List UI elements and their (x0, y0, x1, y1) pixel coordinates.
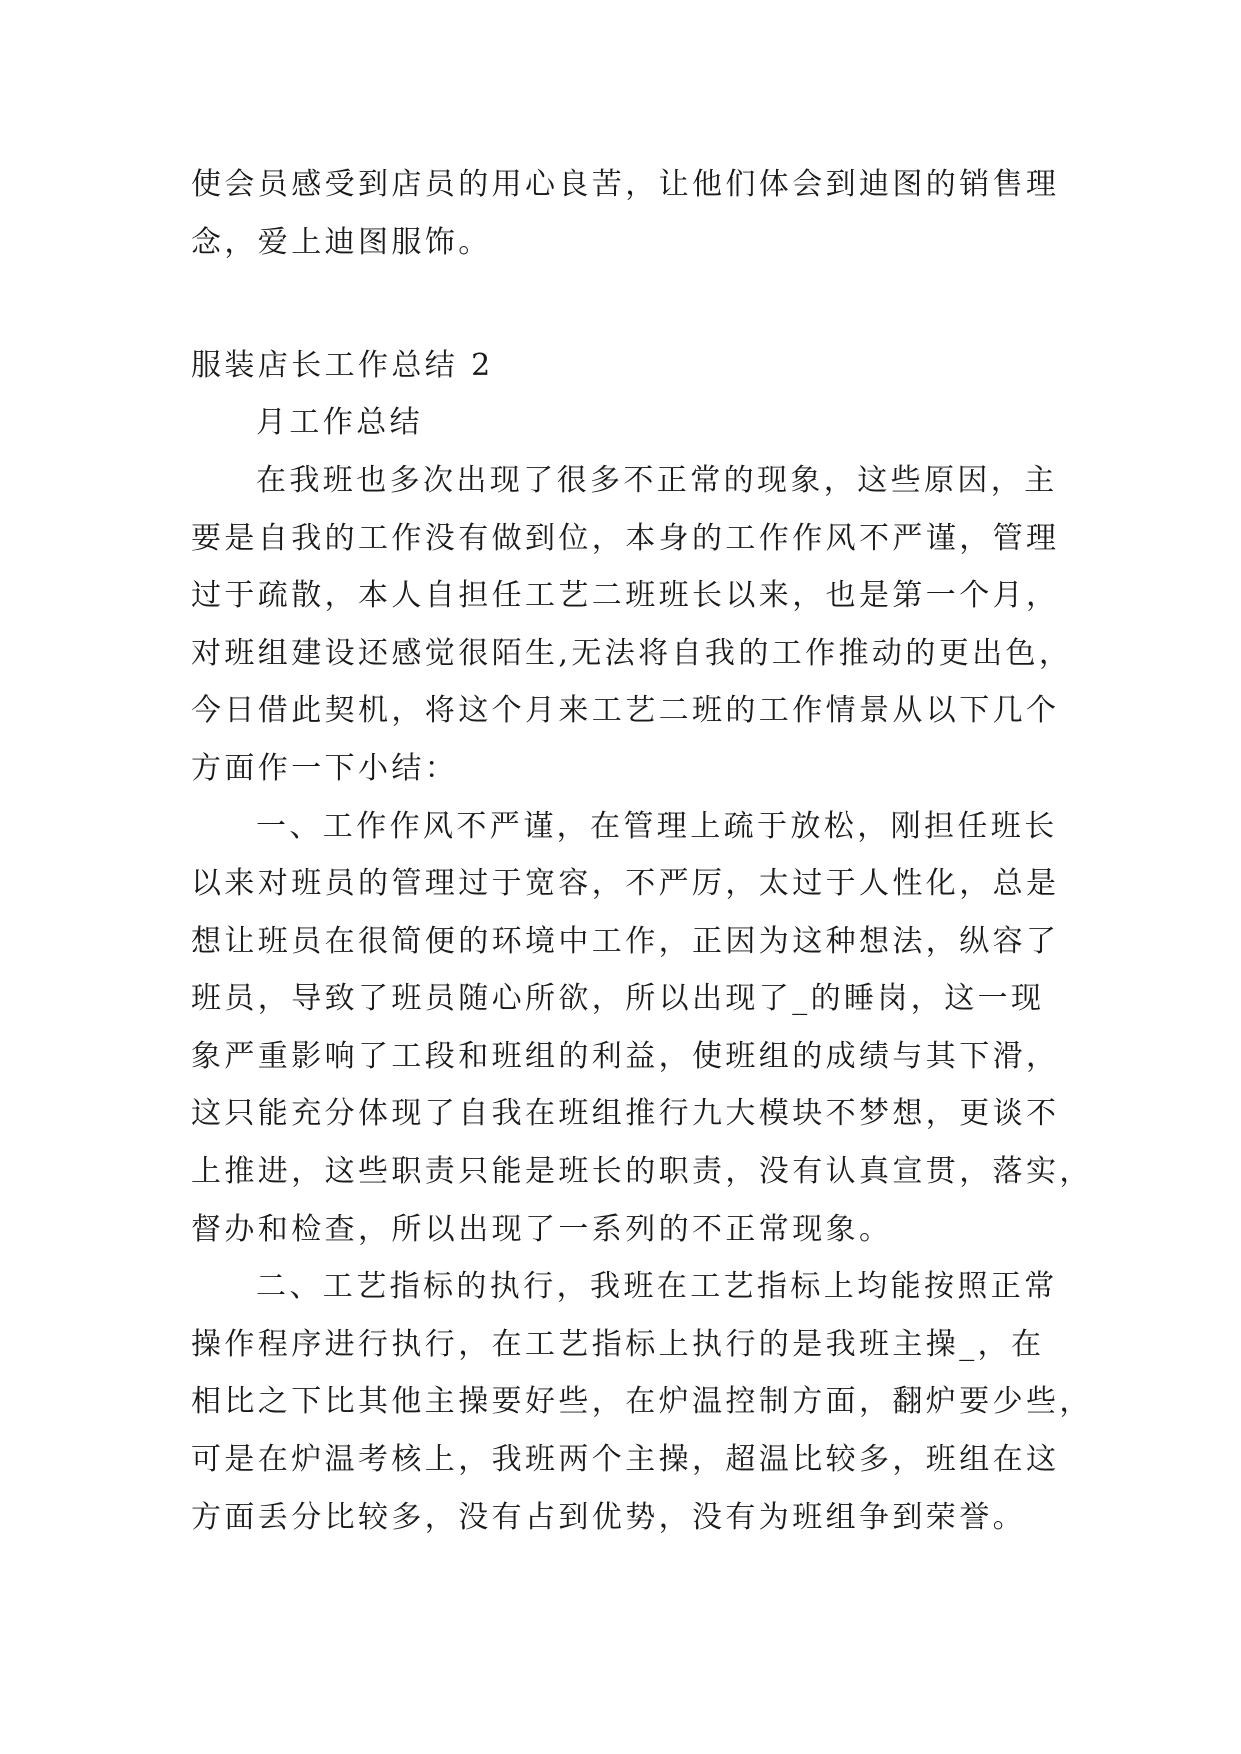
paragraph-line: 操作程序进行执行，在工艺指标上执行的是我班主操_，在 (191, 1327, 1045, 1362)
paragraph-line: 想让班员在很简便的环境中工作，正因为这种想法，纵容了 (191, 924, 1060, 959)
paragraph-line: 以来对班员的管理过于宽容，不严厉，太过于人性化，总是 (191, 866, 1060, 901)
paragraph-line: 过于疏散，本人自担任工艺二班班长以来，也是第一个月， (191, 578, 1060, 613)
paragraph-line: 这只能充分体现了自我在班组推行九大模块不梦想，更谈不 (191, 1096, 1060, 1131)
paragraph-line: 念，爱上迪图服饰。 (191, 225, 492, 260)
paragraph-line: 方面作一下小结： (191, 751, 459, 786)
paragraph-line: 上推进，这些职责只能是班长的职责，没有认真宣贯，落实， (191, 1154, 1093, 1189)
paragraph-line: 班员，导致了班员随心所欲，所以出现了_的睡岗，这一现 (191, 981, 1045, 1016)
paragraph-line: 在我班也多次出现了很多不正常的现象，这些原因，主 (256, 463, 1058, 498)
paragraph-line: 使会员感受到店员的用心良苦，让他们体会到迪图的销售理 (191, 167, 1060, 202)
paragraph-line: 督办和检查，所以出现了一系列的不正常现象。 (191, 1212, 893, 1247)
paragraph-line: 可是在炉温考核上，我班两个主操，超温比较多，班组在这 (191, 1442, 1060, 1477)
paragraph-line: 二、工艺指标的执行，我班在工艺指标上均能按照正常 (256, 1269, 1058, 1304)
paragraph-line: 相比之下比其他主操要好些，在炉温控制方面，翻炉要少些， (191, 1384, 1093, 1419)
paragraph-line: 要是自我的工作没有做到位，本身的工作作风不严谨，管理 (191, 521, 1060, 556)
paragraph-line: 象严重影响了工段和班组的利益，使班组的成绩与其下滑， (191, 1039, 1060, 1074)
subtitle: 月工作总结 (256, 405, 423, 440)
paragraph-line: 一、工作作风不严谨，在管理上疏于放松，刚担任班长 (256, 809, 1058, 844)
paragraph-line: 方面丢分比较多，没有占到优势，没有为班组争到荣誉。 (191, 1500, 1026, 1535)
paragraph-line: 今日借此契机，将这个月来工艺二班的工作情景从以下几个 (191, 693, 1060, 728)
section-title: 服装店长工作总结 2 (191, 348, 494, 383)
paragraph-line: 对班组建设还感觉很陌生,无法将自我的工作推动的更出色， (191, 636, 1073, 671)
